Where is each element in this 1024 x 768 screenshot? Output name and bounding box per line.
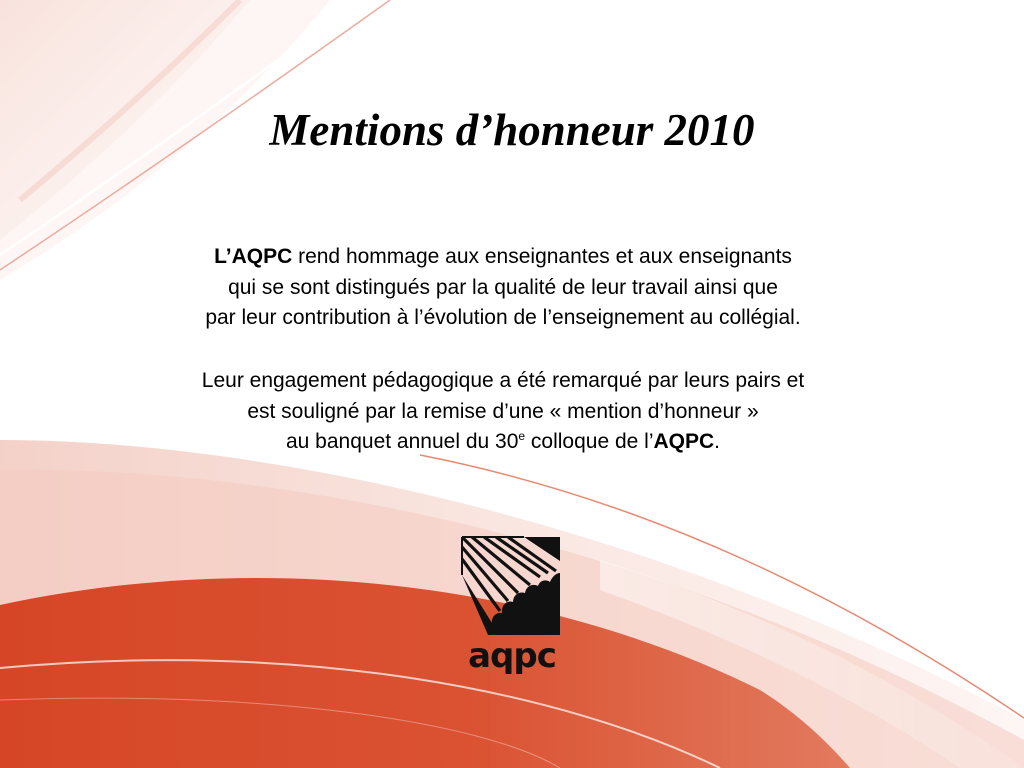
aqpc-logo-icon xyxy=(460,535,564,677)
paragraph-line: par leur contribution à l’évolution de l’enseignement au collégial. xyxy=(205,306,801,329)
paragraph-text: colloque de l’ xyxy=(525,430,654,453)
aqpc-bold-text: L’AQPC xyxy=(214,245,293,268)
paragraph-line: est souligné par la remise d’une « mention d’honneur » xyxy=(247,399,759,423)
paragraph-line xyxy=(0,242,1006,273)
paragraph-text: rend hommage aux enseignantes et aux enseignants xyxy=(292,245,792,268)
paragraph-line: qui se sont distingués par la qualité de leur travail ainsi que xyxy=(228,275,778,299)
paragraph-engagement xyxy=(0,366,1006,458)
logo-wordmark: aqpc xyxy=(468,636,556,676)
paragraph-text: . xyxy=(714,430,721,453)
paragraph-tribute xyxy=(0,242,1006,334)
ordinal-superscript: e xyxy=(518,429,526,443)
paragraph-line xyxy=(0,427,1006,458)
page-title: Mentions d’honneur 2010 xyxy=(269,105,755,155)
paragraph-text: au banquet annuel du 30 xyxy=(285,430,519,453)
aqpc-bold-text: AQPC xyxy=(653,430,715,453)
paragraph-line: Leur engagement pédagogique a été remarqué par leurs pairs et xyxy=(201,369,805,392)
